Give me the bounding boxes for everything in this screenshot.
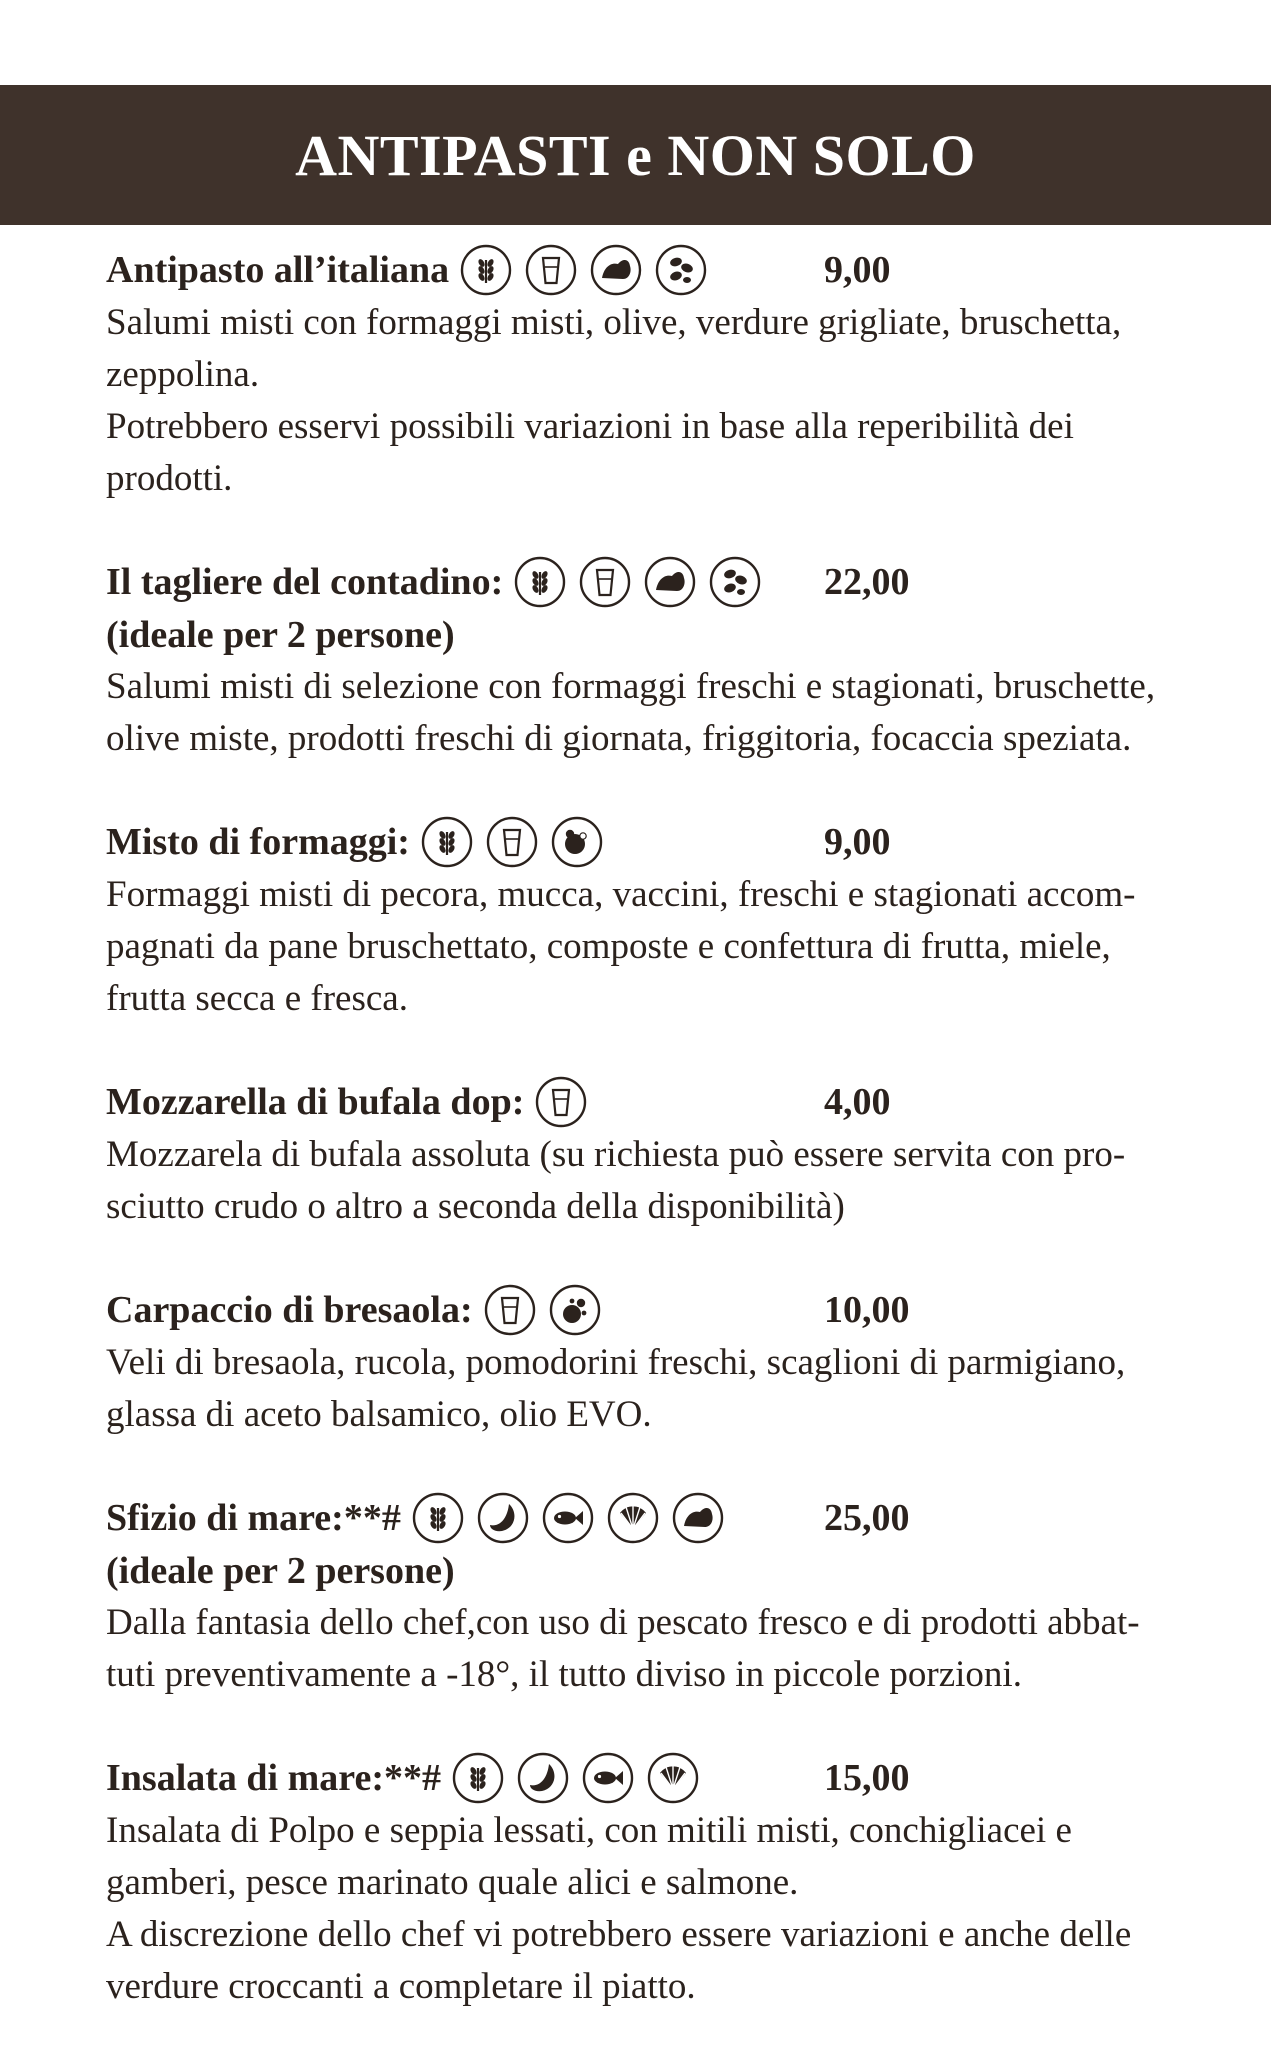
gluten-icon — [513, 555, 567, 609]
item-description-line: zeppolina. — [106, 354, 260, 395]
item-header — [106, 555, 1186, 609]
item-description-line: Salumi misti di selezione con formaggi freschi e stagionati, bruschette, — [106, 666, 1156, 707]
gluten-icon — [459, 243, 513, 297]
item-header — [106, 1751, 1186, 1805]
gluten-icon — [451, 1751, 505, 1805]
item-name: Misto di formaggi: — [106, 821, 410, 863]
menu-item — [106, 1283, 1186, 1441]
item-price: 9,00 — [824, 821, 891, 863]
allergen-icons — [411, 1491, 725, 1545]
menu-item — [106, 1491, 1186, 1701]
item-name: Insalata di mare:**# — [106, 1757, 441, 1799]
item-price: 15,00 — [824, 1757, 910, 1799]
item-description-line: Potrebbero esservi possibili variazioni in base alla reperibilità dei — [106, 406, 1074, 447]
mollusc-icon — [606, 1491, 660, 1545]
menu-item — [106, 1075, 1186, 1233]
allergen-icons — [534, 1075, 588, 1129]
celery-icon — [589, 243, 643, 297]
item-price: 4,00 — [824, 1081, 891, 1123]
item-description-line: Salumi misti con formaggi misti, olive, verdure grigliate, bruschetta, — [106, 302, 1122, 343]
menu-item — [106, 815, 1186, 1025]
item-description-line: gamberi, pesce marinato quale alici e salmone. — [106, 1862, 799, 1903]
milk-icon — [524, 243, 578, 297]
item-header — [106, 243, 1186, 297]
item-name: Mozzarella di bufala dop: — [106, 1081, 525, 1123]
allergen-icons — [513, 555, 762, 609]
allergen-icons — [483, 1283, 602, 1337]
milk-icon — [578, 555, 632, 609]
item-description-line: sciutto crudo o altro a seconda della disponibilità) — [106, 1186, 845, 1227]
item-description-line: glassa di aceto balsamico, olio EVO. — [106, 1394, 652, 1435]
fish-icon — [581, 1751, 635, 1805]
allergen-icons — [420, 815, 604, 869]
celery-icon — [671, 1491, 725, 1545]
section-header — [0, 85, 1271, 225]
item-description-line: frutta secca e fresca. — [106, 978, 408, 1019]
menu-item — [106, 243, 1186, 505]
item-description-line: tuti preventivamente a -18°, il tutto diviso in piccole porzioni. — [106, 1654, 1022, 1695]
item-name: Antipasto all’italiana — [106, 249, 450, 291]
mollusc-icon — [646, 1751, 700, 1805]
item-description-line: A discrezione dello chef vi potrebbero essere variazioni e anche delle — [106, 1914, 1132, 1955]
gluten-icon — [411, 1491, 465, 1545]
item-price: 22,00 — [824, 561, 910, 603]
item-name: Sfizio di mare:**# — [106, 1497, 401, 1539]
item-price: 10,00 — [824, 1289, 910, 1331]
shellfish-icon — [476, 1491, 530, 1545]
mustard-icon — [654, 243, 708, 297]
item-description-line: Mozzarela di bufala assoluta (su richiesta può essere servita con pro- — [106, 1134, 1126, 1175]
item-description-line: pagnati da pane bruschettato, composte e confettura di frutta, miele, — [106, 926, 1111, 967]
item-header — [106, 815, 1186, 869]
item-description-line: Dalla fantasia dello chef,con uso di pescato fresco e di prodotti abbat- — [106, 1602, 1140, 1643]
menu-list — [106, 243, 1186, 2013]
fish-icon — [541, 1491, 595, 1545]
section-title: ANTIPASTI e NON SOLO — [295, 122, 976, 188]
item-header — [106, 1491, 1186, 1545]
item-price: 25,00 — [824, 1497, 910, 1539]
shellfish-icon — [516, 1751, 570, 1805]
item-description-line: Formaggi misti di pecora, mucca, vaccini, freschi e stagionati accom- — [106, 874, 1136, 915]
menu-item — [106, 555, 1186, 765]
gluten-icon — [420, 815, 474, 869]
item-description-line: Veli di bresaola, rucola, pomodorini freschi, scaglioni di parmigiano, — [106, 1342, 1126, 1383]
allergen-icons — [451, 1751, 700, 1805]
menu-item — [106, 1751, 1186, 2013]
nuts-icon — [550, 815, 604, 869]
item-subtitle: (ideale per 2 persone) — [106, 1550, 455, 1592]
item-price: 9,00 — [824, 249, 891, 291]
item-subtitle: (ideale per 2 persone) — [106, 614, 455, 656]
item-description-line: verdure croccanti a completare il piatto. — [106, 1966, 696, 2007]
allergen-icons — [459, 243, 708, 297]
item-name: Il tagliere del contadino: — [106, 561, 504, 603]
milk-icon — [483, 1283, 537, 1337]
item-description-line: Insalata di Polpo e seppia lessati, con mitili misti, conchigliacei e — [106, 1810, 1072, 1851]
item-description-line: prodotti. — [106, 458, 233, 499]
celery-icon — [643, 555, 697, 609]
item-header — [106, 1283, 1186, 1337]
item-header — [106, 1075, 1186, 1129]
milk-icon — [534, 1075, 588, 1129]
item-name: Carpaccio di bresaola: — [106, 1289, 473, 1331]
mustard-icon — [708, 555, 762, 609]
sulphites-icon — [548, 1283, 602, 1337]
milk-icon — [485, 815, 539, 869]
item-description-line: olive miste, prodotti freschi di giornata, friggitoria, focaccia speziata. — [106, 718, 1132, 759]
